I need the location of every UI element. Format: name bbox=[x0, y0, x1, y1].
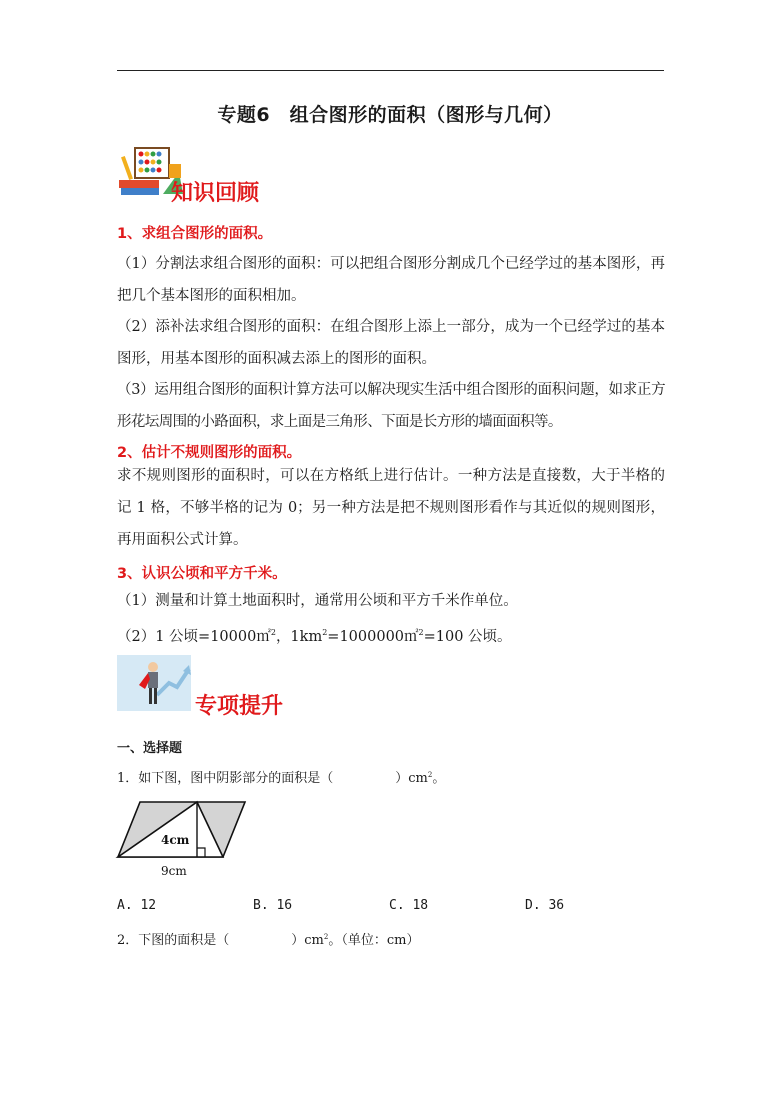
page-title: 专题6 组合图形的面积（图形与几何） bbox=[217, 104, 563, 126]
option-c[interactable]: C. 18 bbox=[389, 898, 429, 913]
section-title-practice: 专项提升 bbox=[195, 693, 284, 719]
heading-1: 1、求组合图形的面积。 bbox=[117, 226, 273, 242]
section-header-review bbox=[117, 142, 317, 206]
option-b[interactable]: B. 16 bbox=[253, 898, 293, 913]
option-d[interactable]: D. 36 bbox=[525, 898, 565, 913]
section-title-review: 知识回顾 bbox=[171, 180, 260, 206]
heading-2: 2、估计不规则图形的面积。 bbox=[117, 445, 302, 461]
paragraph-3: （3）运用组合图形的面积计算方法可以解决现实生活中组合图形的面积问题，如求正方形花坛周围的小路面积，求上面是三角形、下面是长方形的墙面面积等。 bbox=[117, 382, 665, 430]
student-growth-icon bbox=[117, 655, 191, 711]
paragraph-1: （1）分割法求组合图形的面积：可以把组合图形分割成几个已经学过的基本图形，再把几个基本图形的面积相加。 bbox=[117, 256, 665, 304]
question-1: 1．如下图，图中阴影部分的面积是（ ）$cm^2$。 bbox=[117, 771, 446, 786]
question-2: 2．下图的面积是（ ）$cm^2$。（单位：cm） bbox=[117, 933, 420, 948]
paragraph-6: （2）1 公顷=10000㎡$^2$，$1km^2=1000000㎡^2=100$ 公顷。 bbox=[117, 628, 512, 645]
paragraph-2: （2）添补法求组合图形的面积：在组合图形上添上一部分，成为一个已经学过的基本图形，用基本图形的面积减去添上的图形的面积。 bbox=[117, 319, 665, 367]
height-label: 4cm bbox=[161, 833, 190, 847]
parallelogram-figure bbox=[115, 800, 250, 880]
question-type: 一、选择题 bbox=[117, 741, 183, 756]
paragraph-5: （1）测量和计算土地面积时，通常用公顷和平方千米作单位。 bbox=[117, 593, 518, 609]
option-a[interactable]: A. 12 bbox=[117, 898, 157, 913]
paragraph-4: 求不规则图形的面积时，可以在方格纸上进行估计。一种方法是直接数，大于半格的记 1 格，不够半格的记为 0；另一种方法是把不规则图形看作与其近似的规则图形，再用面积公式计算。 bbox=[117, 468, 665, 548]
heading-3: 3、认识公顷和平方千米。 bbox=[117, 566, 287, 582]
header-rule bbox=[117, 70, 664, 71]
section-header-practice bbox=[117, 655, 317, 719]
base-label: 9cm bbox=[161, 864, 187, 878]
